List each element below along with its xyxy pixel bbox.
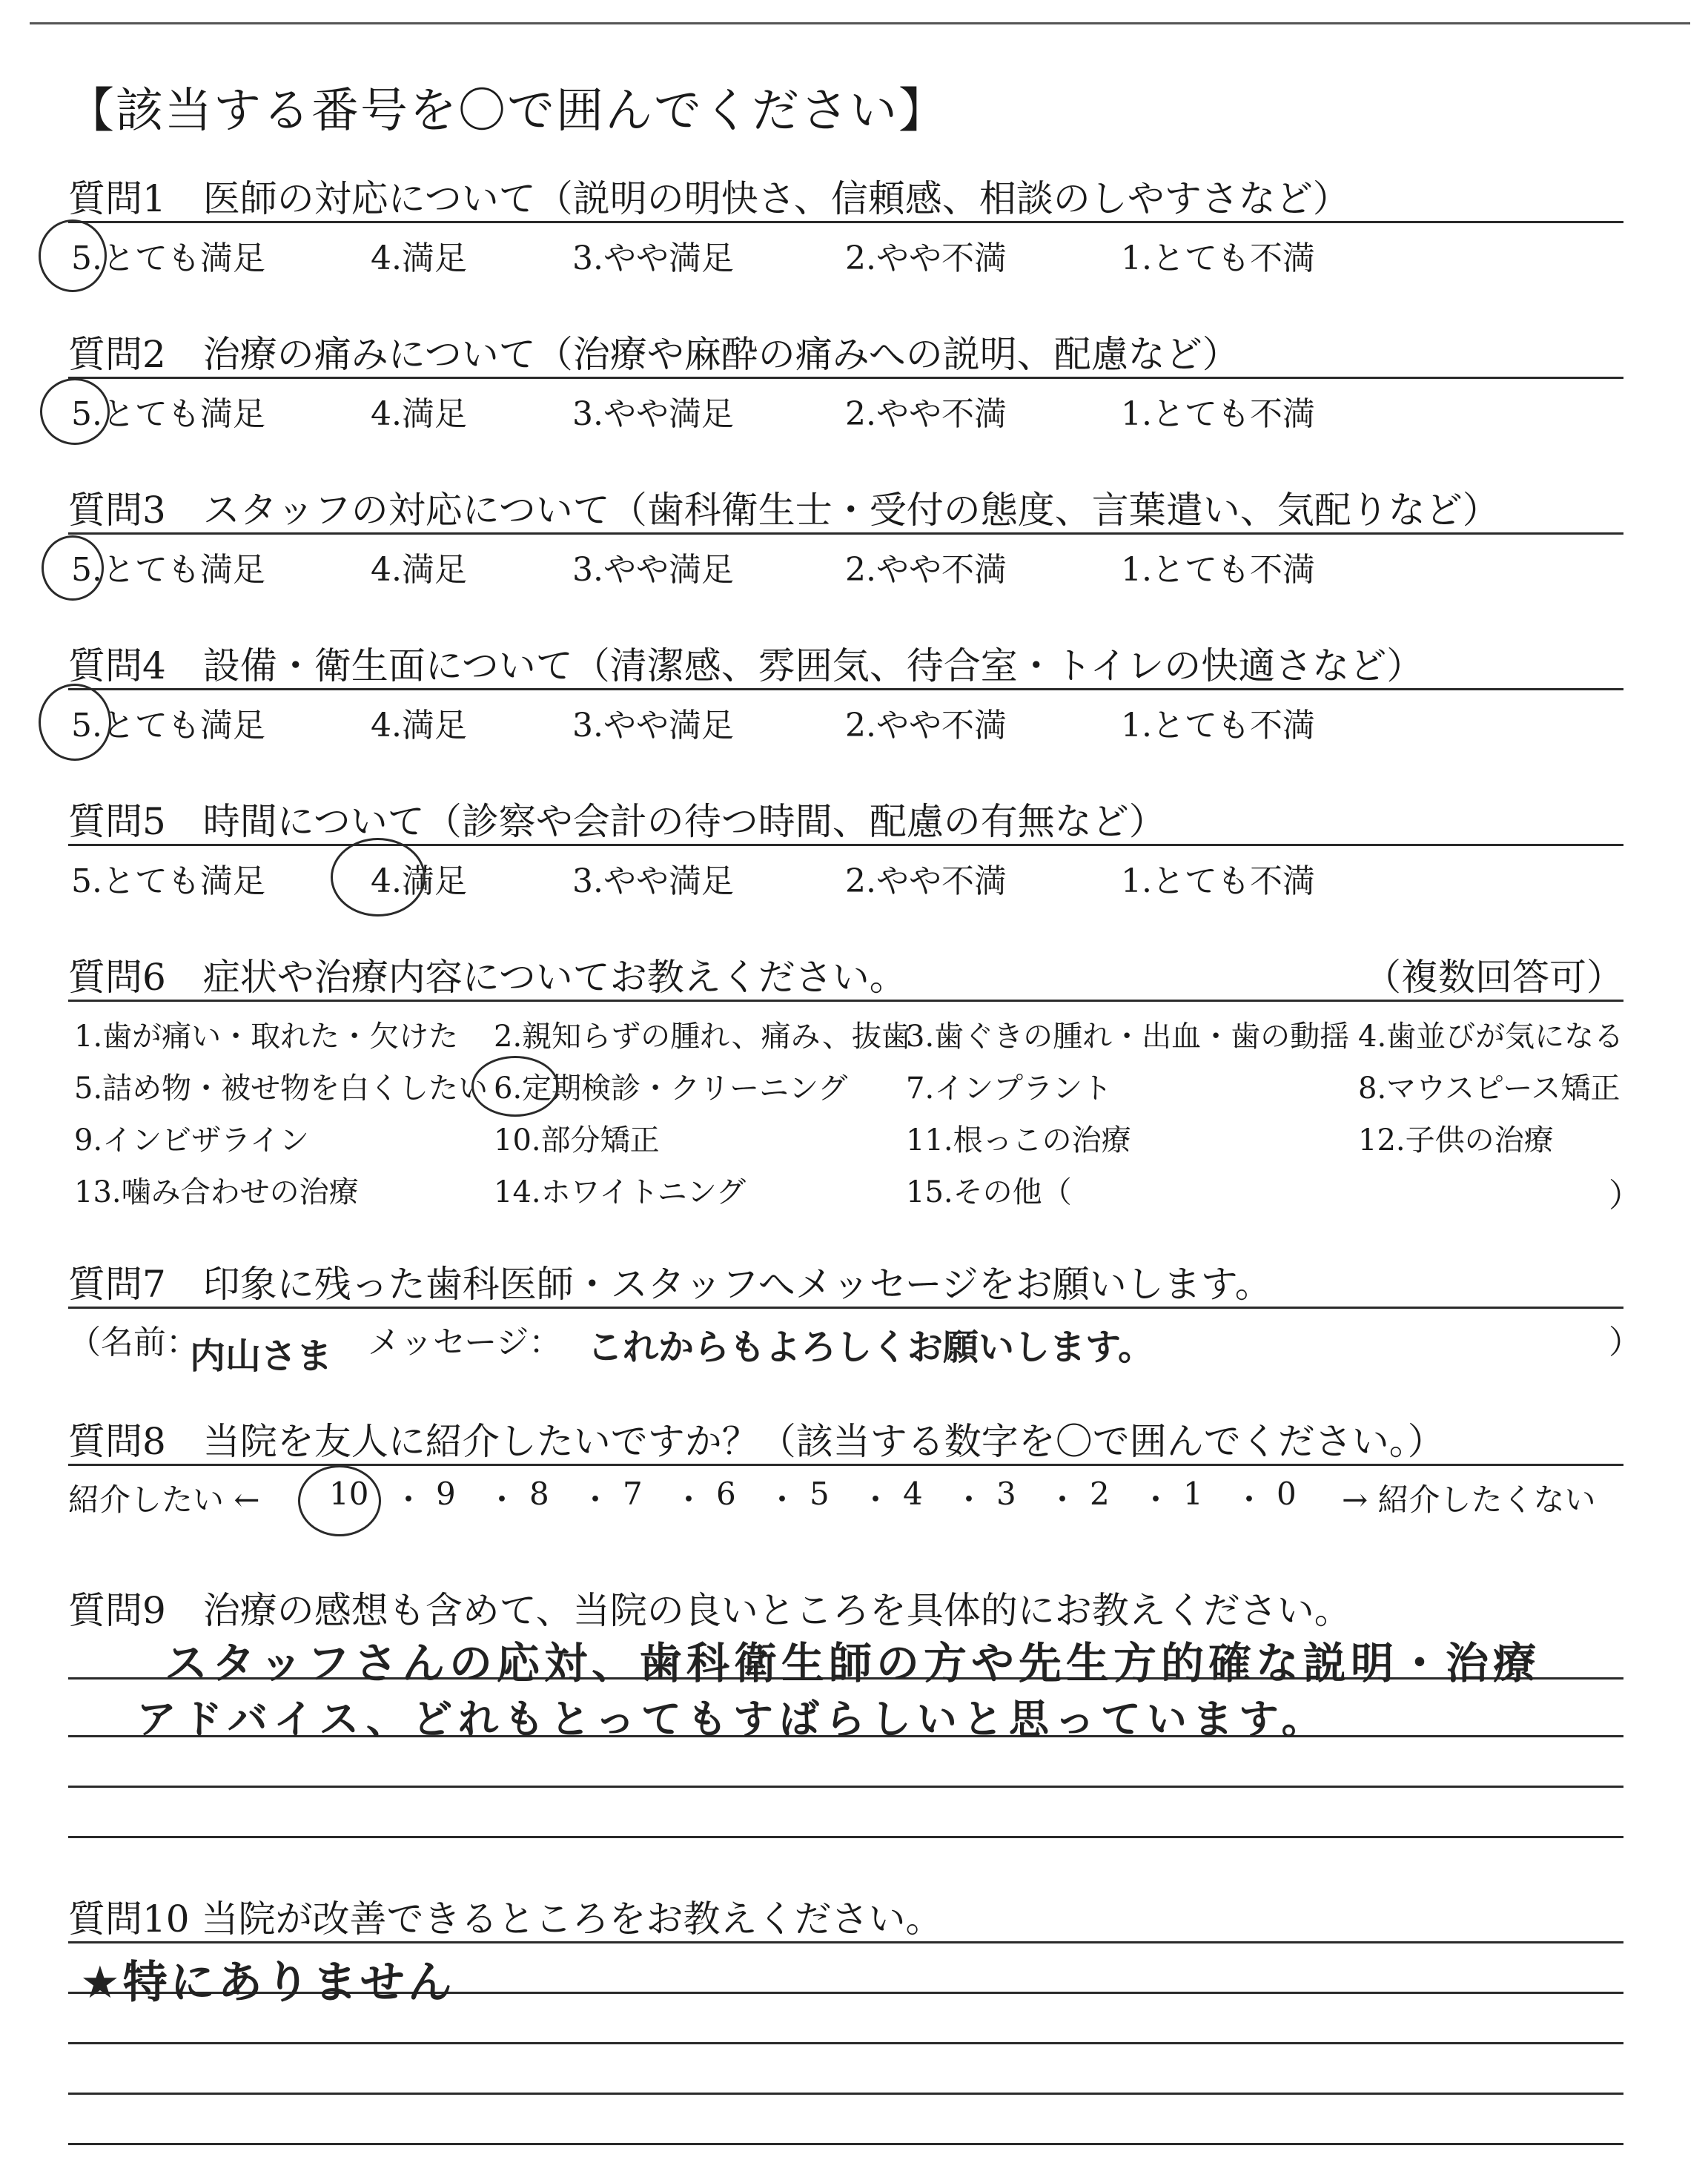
q1-option-4[interactable]: 4.満足 — [371, 240, 467, 277]
q8-separator: ・ — [486, 1482, 518, 1518]
q4-option-4[interactable]: 4.満足 — [371, 707, 467, 744]
q8-scale-4[interactable]: 4 — [903, 1476, 923, 1512]
q6-item-14[interactable]: 14.ホワイトニング — [494, 1175, 747, 1209]
q8-separator: ・ — [393, 1482, 425, 1518]
q1-option-5[interactable]: 5.とても満足 — [71, 240, 265, 277]
q6-item-5[interactable]: 5.詰め物・被せ物を白くしたい — [74, 1071, 489, 1106]
q2-option-5[interactable]: 5.とても満足 — [71, 395, 265, 433]
q8-right-label: → 紹介したくない — [1342, 1482, 1596, 1518]
q10-line-3 — [68, 2042, 1623, 2044]
q5-rule — [68, 844, 1623, 846]
q6-selection-circle — [471, 1056, 559, 1117]
q4-option-5[interactable]: 5.とても満足 — [71, 707, 265, 744]
q6-item-10[interactable]: 10.部分矯正 — [494, 1123, 660, 1157]
q8-separator: ・ — [1234, 1482, 1265, 1518]
q3-option-1[interactable]: 1.とても不満 — [1121, 551, 1315, 589]
q1-selection-circle — [39, 219, 107, 292]
q8-left-label: 紹介したい ← — [68, 1482, 260, 1518]
q8-separator: ・ — [580, 1482, 612, 1518]
q8-separator: ・ — [953, 1482, 985, 1518]
q5-option-1[interactable]: 1.とても不満 — [1121, 862, 1315, 900]
q5-option-4[interactable]: 4.満足 — [371, 862, 467, 900]
top-border — [30, 22, 1690, 24]
q10-answer-line-1[interactable]: ★特にありません — [80, 1957, 455, 2009]
q9-answer-line-2[interactable]: アドバイス、どれもとってもすばらしいと思っています。 — [136, 1696, 1328, 1743]
q3-option-5[interactable]: 5.とても満足 — [71, 551, 265, 589]
q8-scale-0[interactable]: 0 — [1277, 1476, 1297, 1512]
q5-option-5[interactable]: 5.とても満足 — [71, 862, 265, 900]
q1-rule — [68, 221, 1623, 223]
q6-item-15[interactable]: 15.その他（ — [906, 1175, 1072, 1209]
q7-message-label: メッセージ： — [368, 1324, 562, 1361]
q1-option-3[interactable]: 3.やや満足 — [572, 240, 734, 277]
q2-option-2[interactable]: 2.やや不満 — [845, 395, 1007, 433]
q9-answer-line-1[interactable]: スタッフさんの応対、歯科衛生師の方や先生方的確な説明・治療 — [165, 1638, 1541, 1688]
q8-scale-6[interactable]: 6 — [716, 1476, 736, 1512]
q10-line-4 — [68, 2093, 1623, 2095]
q2-option-3[interactable]: 3.やや満足 — [572, 395, 734, 433]
q5-title: 質問5 時間について（診察や会計の待つ時間、配慮の有無など） — [68, 800, 1166, 843]
q3-option-2[interactable]: 2.やや不満 — [845, 551, 1007, 589]
q1-option-2[interactable]: 2.やや不満 — [845, 240, 1007, 277]
q7-close-paren: ） — [1609, 1324, 1641, 1361]
q4-title: 質問4 設備・衛生面について（清潔感、雰囲気、待合室・トイレの快適さなど） — [68, 644, 1424, 687]
q8-title: 質問8 当院を友人に紹介したいですか？（該当する数字を〇で囲んでください。） — [68, 1420, 1445, 1463]
q8-separator: ・ — [1047, 1482, 1079, 1518]
q8-scale-5[interactable]: 5 — [810, 1476, 830, 1512]
page-header: 【該当する番号を〇で囲んでください】 — [67, 84, 947, 139]
q9-line-3 — [68, 1786, 1623, 1788]
q6-item-9[interactable]: 9.インビザライン — [74, 1123, 309, 1157]
q6-item-3[interactable]: 3.歯ぐきの腫れ・出血・歯の動揺 — [906, 1020, 1350, 1054]
q10-title: 質問10 当院が改善できるところをお教えください。 — [68, 1898, 943, 1941]
q8-separator: ・ — [673, 1482, 705, 1518]
q7-title: 質問7 印象に残った歯科医師・スタッフへメッセージをお願いします。 — [68, 1263, 1272, 1306]
q7-name-label: （名前： — [68, 1324, 199, 1361]
q6-item-7[interactable]: 7.インプラント — [906, 1071, 1113, 1106]
q8-separator: ・ — [860, 1482, 892, 1518]
q4-selection-circle — [39, 684, 111, 761]
q8-scale-3[interactable]: 3 — [996, 1476, 1016, 1512]
q8-scale-1[interactable]: 1 — [1183, 1476, 1203, 1512]
q3-option-3[interactable]: 3.やや満足 — [572, 551, 734, 589]
q6-title: 質問6 症状や治療内容についてお教えください。 — [68, 956, 907, 999]
q4-option-3[interactable]: 3.やや満足 — [572, 707, 734, 744]
q6-item-4[interactable]: 4.歯並びが気になる — [1358, 1020, 1624, 1054]
q6-item-11[interactable]: 11.根っこの治療 — [906, 1123, 1131, 1157]
q2-option-4[interactable]: 4.満足 — [371, 395, 467, 433]
q3-rule — [68, 532, 1623, 535]
q7-name-value[interactable]: 内山さま — [190, 1335, 333, 1377]
q4-option-2[interactable]: 2.やや不満 — [845, 707, 1007, 744]
q6-item-13[interactable]: 13.噛み合わせの治療 — [74, 1175, 359, 1209]
q8-scale-2[interactable]: 2 — [1090, 1476, 1110, 1512]
q8-scale-9[interactable]: 9 — [436, 1476, 456, 1512]
q8-rule — [68, 1464, 1623, 1466]
q6-rule — [68, 1000, 1623, 1002]
q2-option-1[interactable]: 1.とても不満 — [1121, 395, 1315, 433]
q8-selection-circle — [298, 1465, 381, 1536]
q6-item-6[interactable]: 6.定期検診・クリーニング — [494, 1071, 848, 1106]
q8-scale-10[interactable]: 10 — [329, 1476, 369, 1512]
q6-item-1[interactable]: 1.歯が痛い・取れた・欠けた — [74, 1020, 459, 1054]
q2-rule — [68, 377, 1623, 379]
q9-title: 質問9 治療の感想も含めて、当院の良いところを具体的にお教えください。 — [68, 1589, 1351, 1632]
q1-title: 質問1 医師の対応について（説明の明快さ、信頼感、相談のしやすさなど） — [68, 177, 1350, 220]
q5-option-2[interactable]: 2.やや不満 — [845, 862, 1007, 900]
q6-item-8[interactable]: 8.マウスピース矯正 — [1358, 1071, 1621, 1106]
q8-separator: ・ — [1140, 1482, 1172, 1518]
q7-message-value[interactable]: これからもよろしくお願いします。 — [587, 1327, 1154, 1368]
q6-other-close-paren: ） — [1609, 1177, 1641, 1215]
q9-line-4 — [68, 1836, 1623, 1838]
q5-selection-circle — [331, 838, 426, 916]
q10-line-5 — [68, 2143, 1623, 2145]
q6-item-2[interactable]: 2.親知らずの腫れ、痛み、抜歯 — [494, 1020, 911, 1054]
q8-separator: ・ — [767, 1482, 798, 1518]
q3-option-4[interactable]: 4.満足 — [371, 551, 467, 589]
q6-note: （複数回答可） — [1364, 956, 1623, 999]
q2-title: 質問2 治療の痛みについて（治療や麻酔の痛みへの説明、配慮など） — [68, 333, 1239, 376]
q6-item-12[interactable]: 12.子供の治療 — [1358, 1123, 1554, 1157]
q2-selection-circle — [40, 378, 110, 445]
q7-rule — [68, 1307, 1623, 1309]
q5-option-3[interactable]: 3.やや満足 — [572, 862, 734, 900]
q4-option-1[interactable]: 1.とても不満 — [1121, 707, 1315, 744]
q10-line-1 — [68, 1941, 1623, 1943]
q3-selection-circle — [42, 535, 104, 601]
q8-scale-7[interactable]: 7 — [623, 1476, 643, 1512]
q3-title: 質問3 スタッフの対応について（歯科衛生士・受付の態度、言葉遣い、気配りなど） — [68, 489, 1500, 532]
q1-option-1[interactable]: 1.とても不満 — [1121, 240, 1315, 277]
q4-rule — [68, 688, 1623, 690]
q8-scale-8[interactable]: 8 — [529, 1476, 549, 1512]
